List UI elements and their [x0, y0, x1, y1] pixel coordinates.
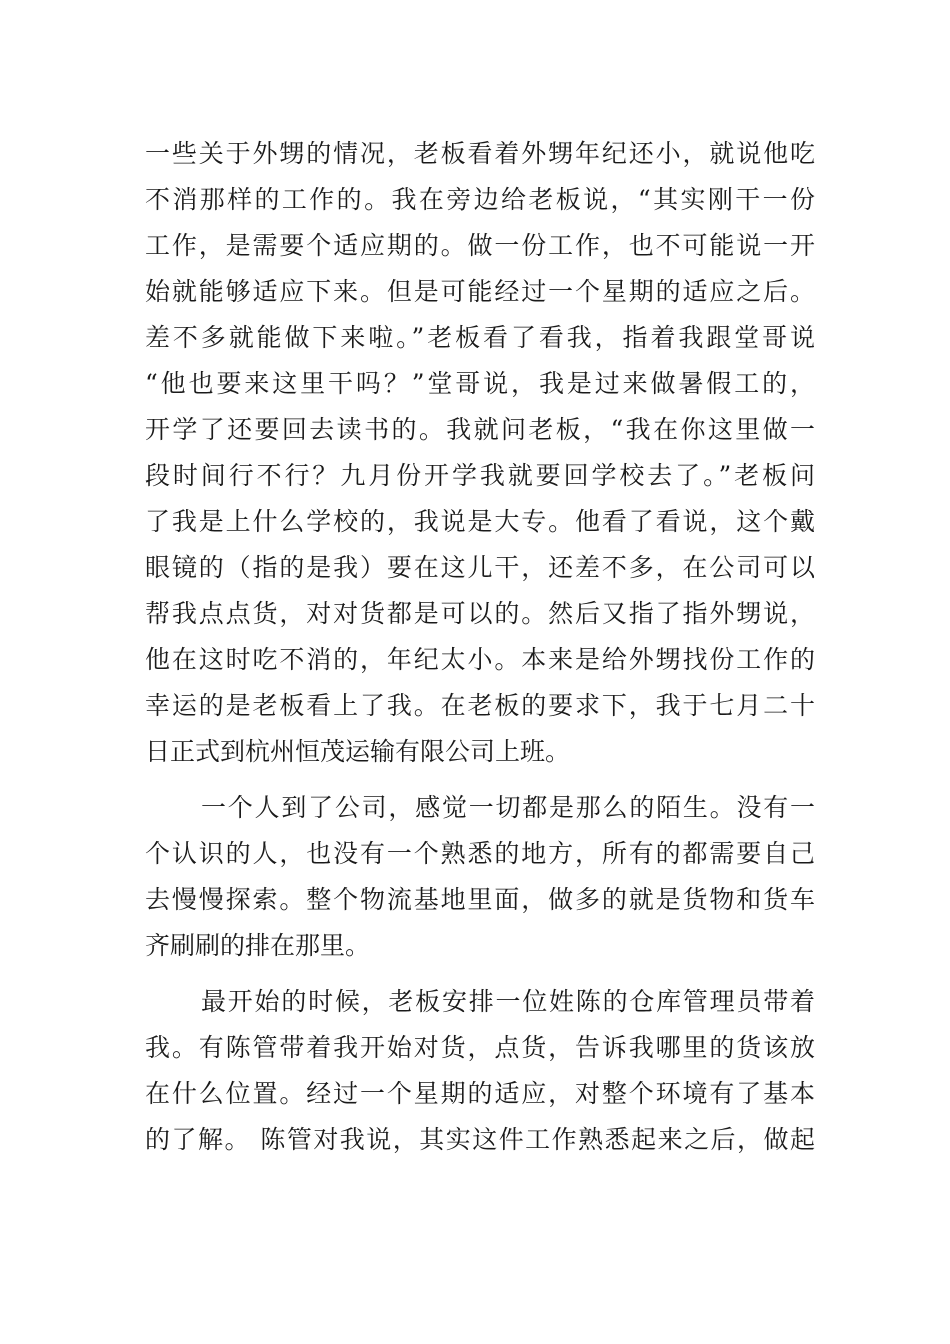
text-line: 开学了还要回去读书的。我就问老板，“我在你这里做一 [145, 415, 815, 444]
text-line: 工作，是需要个适应期的。做一份工作，也不可能说一开 [145, 231, 815, 260]
paragraph [145, 979, 815, 1163]
text-line: 差不多就能做下来啦。”老板看了看我，指着我跟堂哥说 [145, 323, 815, 352]
text-line: 帮我点点货，对对货都是可以的。然后又指了指外甥说， [145, 599, 815, 628]
text-line: 的了解。 陈管对我说，其实这件工作熟悉起来之后，做起 [145, 1125, 815, 1154]
text-line: 个认识的人，也没有一个熟悉的地方，所有的都需要自己 [145, 839, 815, 868]
text-line: 日正式到杭州恒茂运输有限公司上班。 [145, 737, 571, 766]
text-line: 他在这时吃不消的，年纪太小。本来是给外甥找份工作的 [145, 645, 815, 674]
text-line: 一个人到了公司，感觉一切都是那么的陌生。没有一 [201, 793, 815, 822]
text-line: 齐刷刷的排在那里。 [145, 931, 371, 960]
text-line: 我。有陈管带着我开始对货，点货，告诉我哪里的货该放 [145, 1033, 815, 1062]
text-line: 最开始的时候，老板安排一位姓陈的仓库管理员带着 [201, 987, 815, 1016]
paragraph [145, 131, 815, 775]
text-line: 了我是上什么学校的，我说是大专。他看了看说，这个戴 [145, 507, 815, 536]
text-line: 在什么位置。经过一个星期的适应，对整个环境有了基本 [145, 1079, 815, 1108]
text-line: 始就能够适应下来。但是可能经过一个星期的适应之后。 [145, 277, 815, 306]
text-line: 一些关于外甥的情况，老板看着外甥年纪还小，就说他吃 [145, 139, 815, 168]
paragraph [145, 785, 815, 969]
text-line: 去慢慢探索。整个物流基地里面，做多的就是货物和货车 [145, 885, 815, 914]
body-text [145, 131, 815, 1163]
text-line: 幸运的是老板看上了我。在老板的要求下，我于七月二十 [145, 691, 815, 720]
text-line: 段时间行不行？九月份开学我就要回学校去了。”老板问 [145, 461, 815, 490]
text-line: 眼镜的（指的是我）要在这儿干，还差不多，在公司可以 [145, 553, 815, 582]
text-line: “他也要来这里干吗？”堂哥说，我是过来做暑假工的， [145, 369, 815, 398]
text-line: 不消那样的工作的。我在旁边给老板说，“其实刚干一份 [145, 185, 815, 214]
